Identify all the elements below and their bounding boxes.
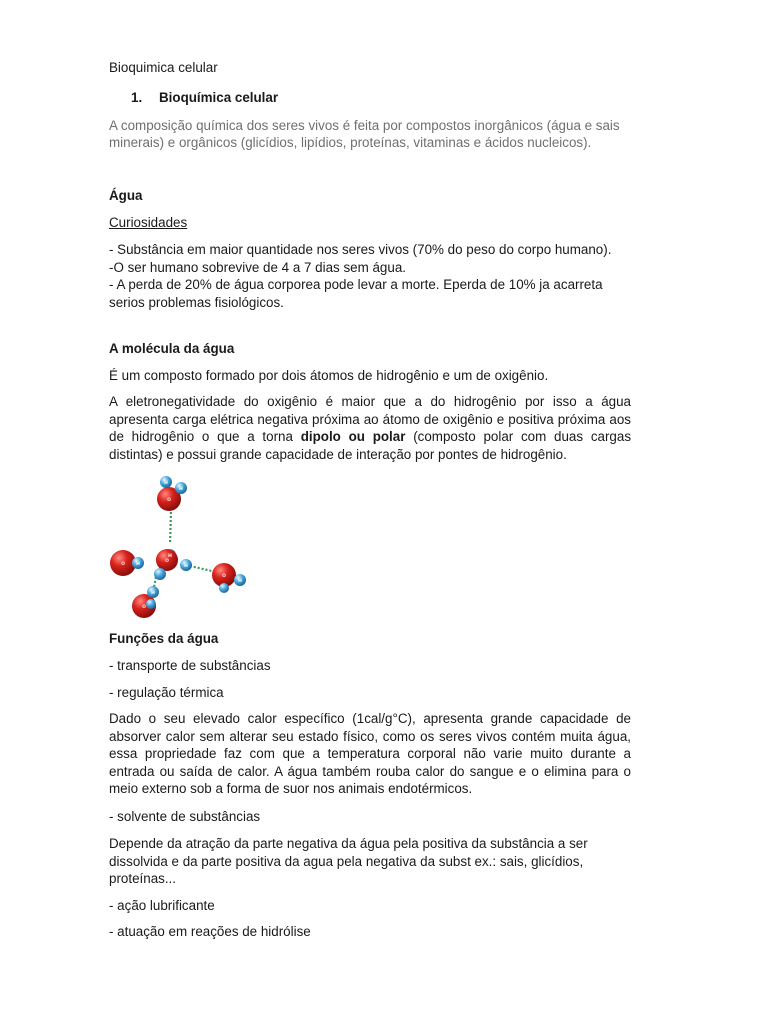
heading-molecula: A molécula da água: [109, 341, 235, 356]
molecula-paragraph-2: [109, 393, 631, 463]
hydrogen-label: H: [151, 591, 155, 596]
funcao-item-transporte: - transporte de substâncias: [109, 658, 271, 673]
funcao-item-lubrificante: - ação lubrificante: [109, 898, 215, 913]
fact-2: -O ser humano sobrevive de 4 a 7 dias sem água.: [109, 260, 406, 275]
funcao-item-hidrolise: - atuação em reações de hidrólise: [109, 924, 311, 939]
heading-funcoes: Funções da água: [109, 631, 219, 646]
hydrogen-label: H: [179, 487, 183, 492]
paragraph-regulacao-termica: Dado o seu elevado calor específico (1cal/g°C), apresenta grande capacidade de absorver calor sem alterar seu estado físico, como os seres vivos contém muita água, essa propriedade faz com que a temperatura corporal não varie muito durante a entrada ou saída de calor. A água também rouba calor do sangue e o elimina para o meio externo sob a forma de suor nos animais endotérmicos.: [109, 711, 631, 796]
hydrogen-label: H: [184, 564, 188, 569]
heading-agua: Água: [109, 188, 143, 203]
hydrogen-atom: [154, 568, 166, 580]
paragraph-solvente: Depende da atração da parte negativa da água pela positiva da substância a ser dissolvida e da parte positiva da agua pela negativa da subst ex.: sais, glicídios, proteínas...: [109, 836, 588, 886]
dipolo-bold: dipolo ou polar: [300, 429, 406, 444]
oxygen-label: O: [222, 574, 226, 579]
document-title: Bioquimica celular: [109, 60, 218, 75]
section-heading-bioquimica: [109, 89, 278, 107]
p2-text-start: A eletronegatividade do oxigênio é maior que a do hidrogênio por isso a água apresenta carga elétrica negativa próxima ao átomo de oxigênio e positiva próxima aos de hidrogênio o que a torna: [109, 394, 631, 444]
fact-1: - Substância em maior quantidade nos seres vivos (70% do peso do corpo humano).: [109, 242, 612, 257]
oxygen-label: O: [167, 498, 171, 503]
molecula-paragraph-1: É um composto formado por dois átomos de hidrogênio e um de oxigênio.: [109, 368, 549, 383]
intro-line-2: minerais) e orgânicos (glicídios, lipídios, proteínas, vitaminas e ácidos nucleicos).: [109, 135, 592, 150]
fact-3: - A perda de 20% de água corporea pode levar a morte. Eperda de 10% ja acarreta serios problemas fisiológicos.: [109, 277, 603, 310]
funcao-item-regulacao: - regulação térmica: [109, 685, 224, 700]
oxygen-label: O: [142, 605, 146, 610]
curiosidades-label: Curiosidades: [109, 215, 188, 230]
intro-line-1: A composição química dos seres vivos é feita por compostos inorgânicos (água e sais: [109, 118, 620, 133]
hydrogen-bond-line: [170, 512, 171, 544]
hydrogen-atom: [146, 599, 156, 609]
hydrogen-label: H: [168, 554, 172, 559]
hydrogen-label: H: [164, 481, 168, 486]
water-molecules-diagram: [104, 472, 260, 622]
section-number: 1.: [131, 90, 143, 105]
hydrogen-label: H: [136, 562, 140, 567]
hydrogen-label: H: [238, 579, 242, 584]
section-title: Bioquímica celular: [159, 90, 279, 105]
hydrogen-atom: [219, 583, 229, 593]
funcao-item-solvente: - solvente de substâncias: [109, 809, 261, 824]
oxygen-label: O: [121, 562, 125, 567]
oxygen-label: O: [165, 559, 169, 564]
p2-text-end: (composto polar com duas cargas distintas) e possui grande capacidade de interação por pontes de hidrogênio.: [109, 429, 632, 462]
